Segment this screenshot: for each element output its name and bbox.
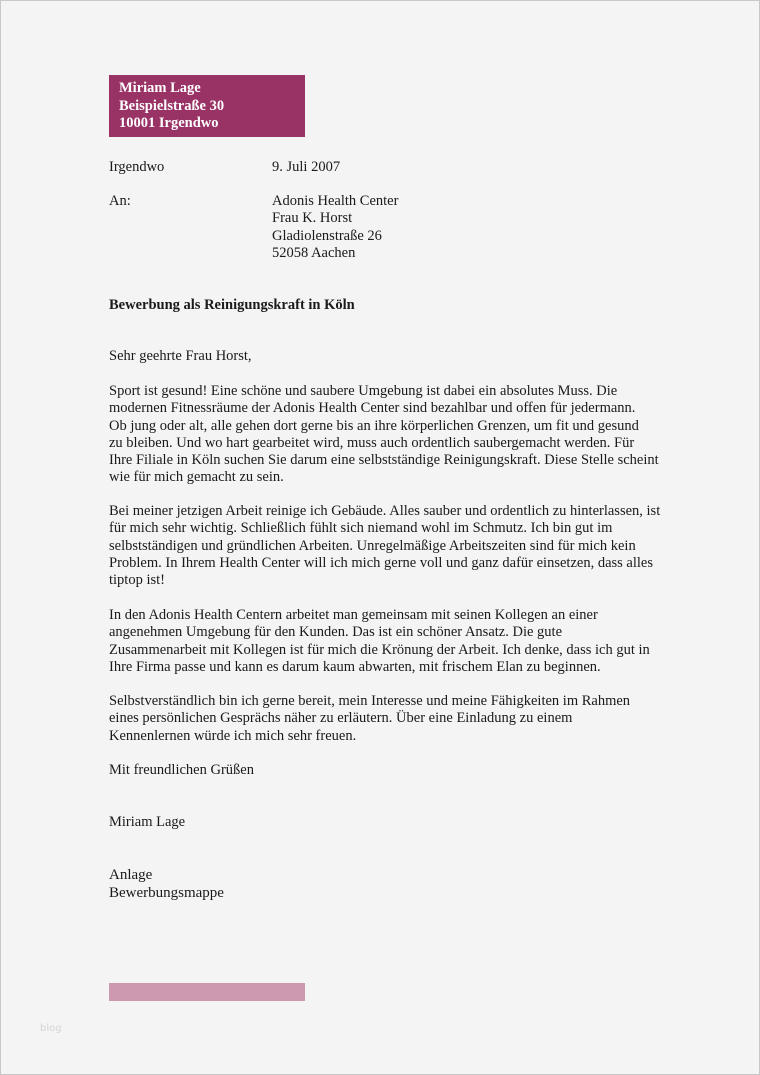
paragraph-line: zu bleiben. Und wo hart gearbeitet wird, muss auch ordentlich saubergemacht werden. Für <box>109 434 635 451</box>
recipient-line: Frau K. Horst <box>272 210 353 227</box>
footer-decorative-bar <box>109 983 305 1001</box>
paragraph-line: Selbstverständlich bin ich gerne bereit, mein Interesse und meine Fähigkeiten im Rahmen <box>109 693 631 709</box>
paragraph-line: Zusammenarbeit mit Kollegen ist für mich die Krönung der Arbeit. Ich denke, dass ich gut in <box>109 641 650 658</box>
paragraph-line: modernen Fitnessräume der Adonis Health Center sind bezahlbar und offen für jedermann. <box>109 400 636 417</box>
enclosure-block <box>109 867 224 902</box>
place-label: Irgendwo <box>109 159 165 175</box>
paragraph-line: für mich sehr wichtig. Schließlich fühlt sich niemand wohl im Schmutz. Ich bin gut im <box>109 520 613 537</box>
salutation: Sehr geehrte Frau Horst, <box>109 348 252 364</box>
paragraph-line: eines persönlichen Gesprächs näher zu erläutern. Über eine Einladung zu einem <box>109 710 573 727</box>
body-paragraph-1 <box>109 383 679 487</box>
paragraph-line: tiptop ist! <box>109 572 165 589</box>
sender-name: Miriam Lage <box>119 80 201 96</box>
paragraph-line: selbstständigen und gründlichen Arbeiten. Unregelmäßige Arbeitszeiten sind für mich kein <box>109 537 636 554</box>
letter-date: 9. Juli 2007 <box>272 159 341 175</box>
body-paragraph-2 <box>109 503 679 589</box>
paragraph-line: Kennenlernen würde ich mich sehr freuen. <box>109 727 357 744</box>
recipient-address <box>272 193 398 262</box>
paragraph-line: Bei meiner jetzigen Arbeit reinige ich Gebäude. Alles sauber und ordentlich zu hinterlassen, ist <box>109 503 661 519</box>
paragraph-line: Ihre Filiale in Köln suchen Sie darum eine selbstständige Reinigungskraft. Diese Stelle scheint <box>109 452 659 469</box>
letter-subject: Bewerbung als Reinigungskraft in Köln <box>109 297 355 313</box>
signature: Miriam Lage <box>109 814 186 830</box>
paragraph-line: Ob jung oder alt, alle gehen dort gerne bis an ihre körperlichen Grenzen, um fit und gesund <box>109 417 639 434</box>
body-paragraph-4 <box>109 693 679 745</box>
sender-street: Beispielstraße 30 <box>119 97 225 114</box>
recipient-label: An: <box>109 193 131 209</box>
paragraph-line: Sport ist gesund! Eine schöne und saubere Umgebung ist dabei ein absolutes Muss. Die <box>109 383 618 399</box>
enclosure-label: Anlage <box>109 867 153 883</box>
paragraph-line: wie für mich gemacht zu sein. <box>109 469 284 486</box>
closing: Mit freundlichen Grüßen <box>109 762 254 778</box>
enclosure-item: Bewerbungsmappe <box>109 884 224 901</box>
body-paragraph-3 <box>109 607 679 676</box>
paragraph-line: Ihre Firma passe und kann es darum kaum abwarten, mit frischem Elan zu beginnen. <box>109 658 601 675</box>
sender-address-block <box>109 75 305 137</box>
watermark: blog <box>40 1023 62 1034</box>
paragraph-line: angenehmen Umgebung für den Kunden. Das ist ein schöner Ansatz. Die gute <box>109 624 563 641</box>
sender-city: 10001 Irgendwo <box>119 115 219 131</box>
recipient-line: Gladiolenstraße 26 <box>272 227 382 244</box>
recipient-line: Adonis Health Center <box>272 193 399 209</box>
paragraph-line: Problem. In Ihrem Health Center will ich mich gerne voll und ganz dafür einsetzen, dass alles <box>109 554 653 571</box>
recipient-line: 52058 Aachen <box>272 244 356 261</box>
paragraph-line: In den Adonis Health Centern arbeitet man gemeinsam mit seinen Kollegen an einer <box>109 607 598 623</box>
